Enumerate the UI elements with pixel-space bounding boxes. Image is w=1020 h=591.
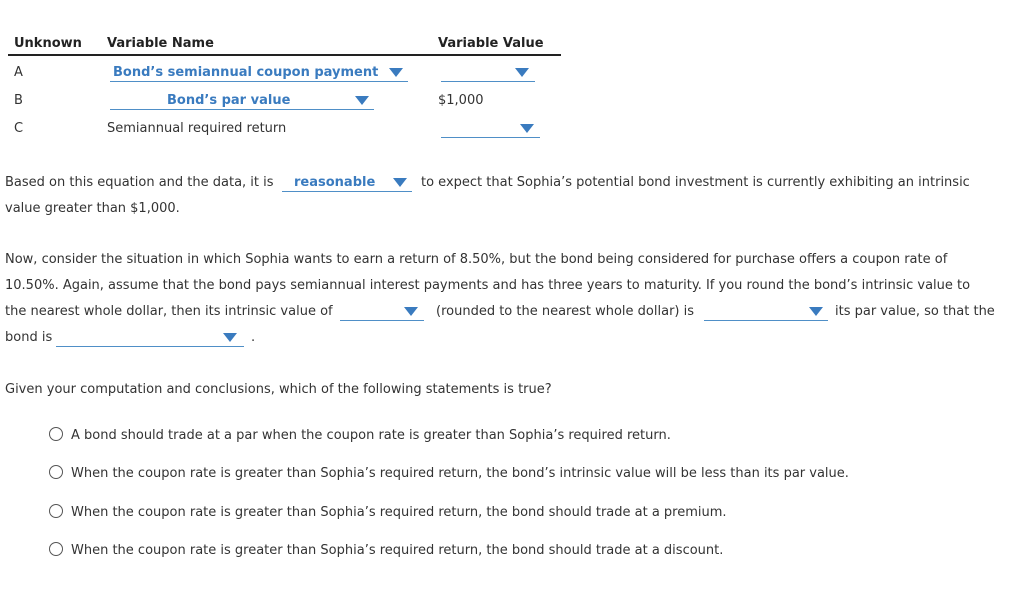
row-c-unknown: C [14,121,24,136]
chevron-down-icon [389,68,403,77]
row-b-value: $1,000 [438,93,484,108]
row-b-name-dropdown[interactable] [110,91,374,110]
header-unknown: Unknown [14,36,82,51]
intrinsic-value-dropdown[interactable] [340,302,424,321]
row-a-name-selected: Bond’s semiannual coupon payment [113,65,379,80]
row-c-name: Semiannual required return [107,121,287,136]
chevron-down-icon [809,307,823,316]
option-label: When the coupon rate is greater than Sophia’s required return, the bond should trade at a premium. [71,505,727,520]
para2-line3c: its par value, so that the [835,304,995,319]
row-b-unknown: B [14,93,23,108]
para2-line4b: . [251,330,256,345]
chevron-down-icon [520,124,534,133]
para2-line4a: bond is [5,330,53,345]
question-text: Given your computation and conclusions, which of the following statements is true? [5,382,552,397]
chevron-down-icon [393,178,407,187]
para1-before: Based on this equation and the data, it is [5,175,274,190]
para2-line1: Now, consider the situation in which Sophia wants to earn a return of 8.50%, but the bond being considered for purchase offers a coupon rate of [5,252,948,267]
row-c-value-dropdown[interactable] [441,119,540,138]
row-b-name-selected: Bond’s par value [167,93,291,108]
reasonable-selected: reasonable [294,175,376,190]
header-variable-name: Variable Name [107,36,214,51]
para1-after: to expect that Sophia’s potential bond investment is currently exhibiting an intrinsic [421,175,970,190]
header-variable-value: Variable Value [438,36,544,51]
row-a-value-dropdown[interactable] [441,63,535,82]
para2-line3b: (rounded to the nearest whole dollar) is [436,304,695,319]
radio-button[interactable] [49,504,63,518]
chevron-down-icon [404,307,418,316]
radio-button[interactable] [49,465,63,479]
chevron-down-icon [223,333,237,342]
radio-button[interactable] [49,427,63,441]
para2-line2: 10.50%. Again, assume that the bond pays semiannual interest payments and has three years to maturity. If you round the bond’s intrinsic value to [5,278,971,293]
option-label: A bond should trade at a par when the coupon rate is greater than Sophia’s required return. [71,428,671,443]
comparison-dropdown[interactable] [704,302,828,321]
reasonable-dropdown[interactable] [282,173,412,192]
radio-button[interactable] [49,542,63,556]
row-a-name-dropdown[interactable] [110,63,408,82]
chevron-down-icon [515,68,529,77]
chevron-down-icon [355,96,369,105]
para2-line3a: the nearest whole dollar, then its intrinsic value of [5,304,333,319]
option-label: When the coupon rate is greater than Sophia’s required return, the bond’s intrinsic value will be less than its par value. [71,466,849,481]
para1-line2: value greater than $1,000. [5,201,180,216]
table-header-rule [8,54,561,56]
row-a-unknown: A [14,65,23,80]
option-label: When the coupon rate is greater than Sophia’s required return, the bond should trade at a discount. [71,543,724,558]
bond-trade-dropdown[interactable] [56,328,244,347]
